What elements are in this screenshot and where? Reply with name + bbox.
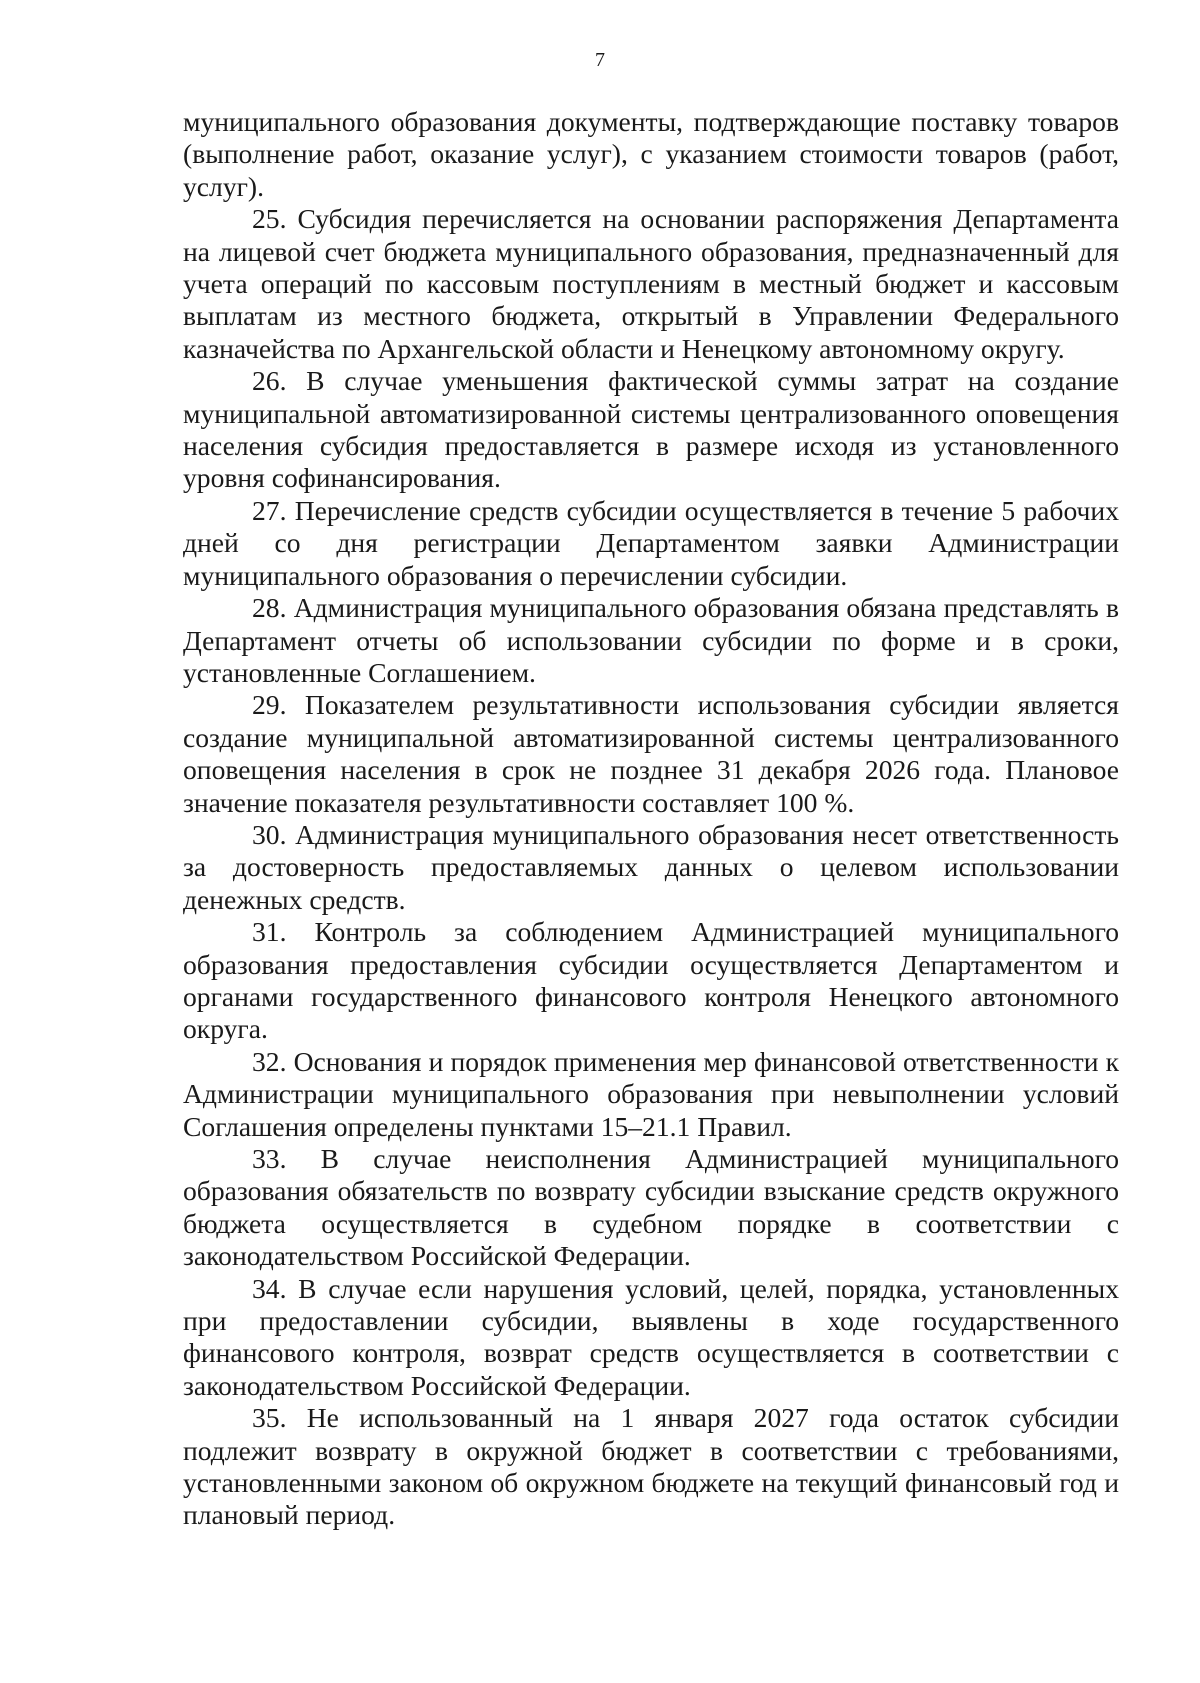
page-number: 7: [595, 49, 605, 71]
paragraph-item-27: 27. Перечисление средств субсидии осуществляется в течение 5 рабочих дней со дня регистрации Департаментом заявки Администрации муниципального образования о перечислении субсидии.: [183, 494, 1119, 591]
paragraph-item-34: 34. В случае если нарушения условий, целей, порядка, установленных при предоставлении субсидии, выявлены в ходе государственного финансового контроля, возврат средств осуществляется в соответствии с законодательством Российской Федерации.: [183, 1272, 1119, 1401]
paragraph-item-32: 32. Основания и порядок применения мер финансовой ответственности к Администрации муниципального образования при невыполнении условий Соглашения определены пунктами 15–21.1 Правил.: [183, 1045, 1119, 1142]
paragraph-item-33: 33. В случае неисполнения Администрацией муниципального образования обязательств по возврату субсидии взыскание средств окружного бюджета осуществляется в судебном порядке в соответствии с законодательством Российской Федерации.: [183, 1143, 1119, 1272]
paragraph-item-28: 28. Администрация муниципального образования обязана представлять в Департамент отчеты об использовании субсидии по форме и в сроки, установленные Соглашением.: [183, 592, 1119, 688]
paragraph-item-30: 30. Администрация муниципального образования несет ответственность за достоверность предоставляемых данных о целевом использовании денежных средств.: [183, 818, 1119, 915]
paragraph-item-35: 35. Не использованный на 1 января 2027 года остаток субсидии подлежит возврату в окружной бюджет в соответствии с требованиями, установленными законом об окружном бюджете на текущий финансовый год и плановый период.: [183, 1402, 1119, 1531]
document-body: [183, 106, 1119, 1532]
paragraph-item-31: 31. Контроль за соблюдением Администрацией муниципального образования предоставления субсидии осуществляется Департаментом и органами государственного финансового контроля Ненецкого автономного округа.: [183, 916, 1119, 1045]
paragraph-item-26: 26. В случае уменьшения фактической суммы затрат на создание муниципальной автоматизированной системы централизованного оповещения населения субсидия предоставляется в размере исходя из установленного уровня софинансирования.: [183, 365, 1119, 494]
paragraph-item-25: 25. Субсидия перечисляется на основании распоряжения Департамента на лицевой счет бюджета муниципального образования, предназначенный для учета операций по кассовым поступлениям в местный бюджет и кассовым выплатам из местного бюджета, открытый в Управлении Федерального казначейства по Архангельской области и Ненецкому автономному округу.: [183, 203, 1119, 364]
paragraph-item-29: 29. Показателем результативности использования субсидии является создание муниципальной автоматизированной системы централизованного оповещения населения в срок не позднее 31 декабря 2026 года. Плановое значение показателя результативности составляет 100 %.: [183, 689, 1119, 818]
paragraph-continuation: муниципального образования документы, подтверждающие поставку товаров (выполнение работ, оказание услуг), с указанием стоимости товаров (работ, услуг).: [183, 106, 1119, 202]
